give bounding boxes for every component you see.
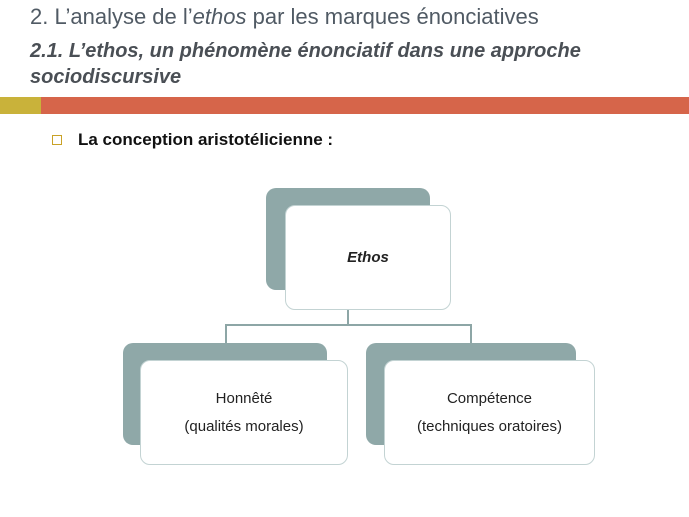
node-honnete-subtitle: (qualités morales)	[184, 417, 304, 435]
connector-right-vertical	[470, 324, 472, 343]
square-bullet-icon	[52, 135, 62, 145]
slide-subtitle: 2.1. L’ethos, un phénomène énonciatif dans une approche sociodiscursive	[30, 40, 581, 88]
title-suffix: par les marques énonciatives	[246, 4, 539, 29]
root-node-ethos	[285, 205, 451, 310]
accent-bar-yellow	[0, 97, 41, 114]
connector-horizontal	[225, 324, 471, 326]
accent-bar-orange	[41, 97, 689, 114]
node-competence	[384, 360, 595, 465]
node-honnete	[140, 360, 348, 465]
node-competence-subtitle: (techniques oratoires)	[416, 417, 563, 435]
bullet-item	[52, 130, 333, 150]
title-prefix: 2. L’analyse de l’	[30, 4, 193, 29]
root-node-label: Ethos	[347, 248, 389, 266]
node-competence-title: Compétence	[446, 389, 533, 407]
bullet-text: La conception aristotélicienne :	[78, 130, 334, 149]
connector-root-vertical	[347, 309, 349, 325]
slide-title	[30, 4, 539, 30]
title-italic-word: ethos	[192, 4, 247, 29]
node-honnete-title: Honnêté	[215, 389, 273, 407]
connector-left-vertical	[225, 324, 227, 343]
